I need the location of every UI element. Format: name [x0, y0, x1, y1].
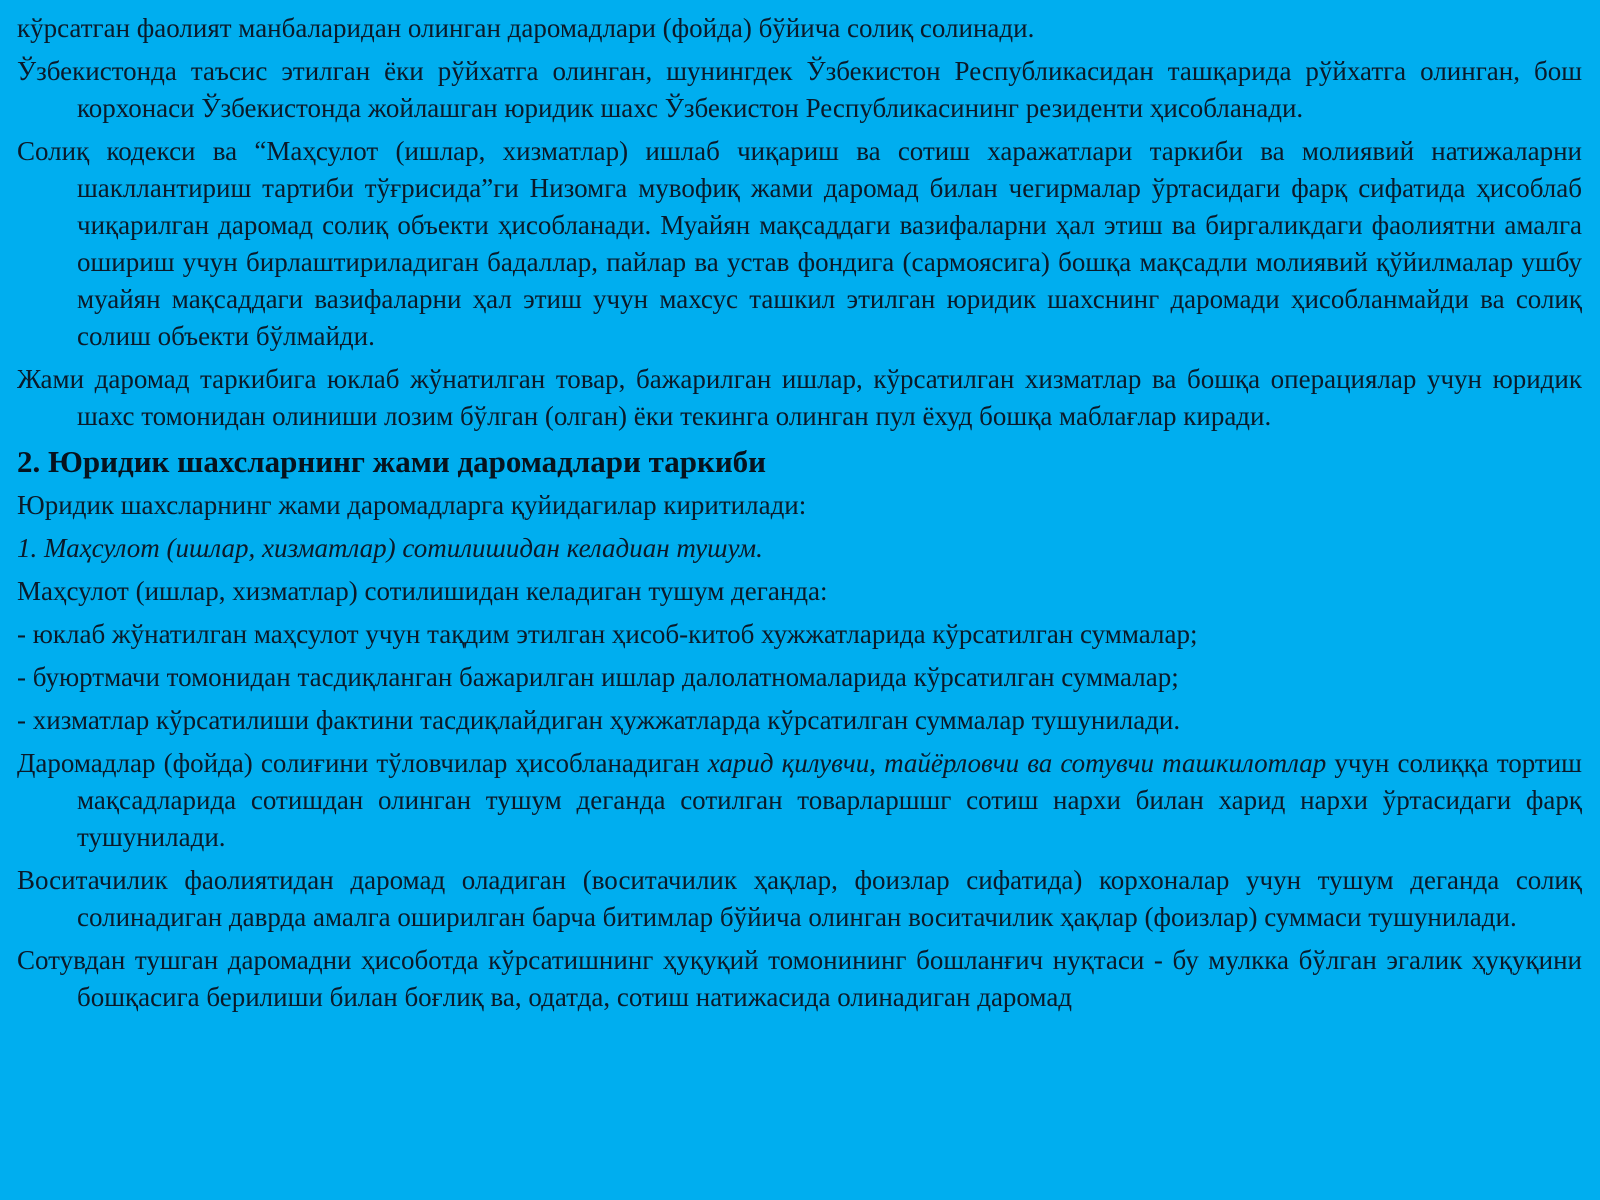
paragraph-tax-object: Солиқ кодекси ва “Маҳсулот (ишлар, хизматлар) ишлаб чиқариш ва сотиш харажатлари таркиби ва молиявий натижаларни шакллантириш тартиби тўғрисида”ги Низомга мувофиқ жами даромад билан чегирмалар ўртасидаги фарқ сифатида ҳисоблаб чиқарилган даромад солиқ объекти ҳисобланади. Муайян мақсаддаги вазифаларни ҳал этиш ва биргаликдаги фаолиятни амалга ошириш учун бирлаштириладиган бадаллар, пайлар ва устав фондига (сармоясига) бошқа мақсадли молиявий қўйилмалар ушбу муайян мақсаддаги вазифаларни ҳал этиш учун махсус ташкил этилган юридик шахснинг даромади ҳисобланмайди ва солиқ солиш объекти бўлмайди. [17, 136, 1582, 351]
section-heading: 2. Юридик шахсларнинг жами даромадлари таркиби [17, 444, 767, 479]
paragraph-total-income: Жами даромад таркибига юклаб жўнатилган товар, бажарилган ишлар, кўрсатилган хизматлар ва бошқа операциялар учун юридик шахс томонидан олиниши лозим бўлган (олган) ёки текинга олинган пул ёхуд бошқа маблағлар киради. [17, 364, 1582, 431]
paragraph-intermediary: Воситачилик фаолиятидан даромад оладиган (воситачилик ҳақлар, фоизлар сифатида) корхоналар учун тушум деганда солиқ солинадиган даврда амалга оширилган барча битимлар бўйича олинган воситачилик ҳақлар (фоизлар) суммаси тушунилади. [17, 865, 1582, 932]
paragraph-revenue-recognition: Сотувдан тушган даромадни ҳисоботда кўрсатишнинг ҳуқуқий томонининг бошланғич нуқтаси - бу мулкка бўлган эгалик ҳуқуқини бошқасига берилиши билан боғлиқ ва, одатда, сотиш натижасида олинадиган даромад [17, 945, 1582, 1012]
list-item: - буюртмачи томонидан тасдиқланган бажарилган ишлар далолатномаларида кўрсатилган суммалар; [17, 662, 1179, 692]
text-segment: учун солиққа тортиш мақсадларида сотишдан олинган тушум деганда сотилган товарларшшг сотиш нархи билан харид нархи ўртасидаги фарқ тушунилади. [77, 748, 1582, 852]
paragraph-resident-definition: Ўзбекистонда таъсис этилган ёки рўйхатга олинган, шунингдек Ўзбекистон Республикасидан ташқарида рўйхатга олинган, бош корхонаси Ўзбекистонда жойлашган юридик шахс Ўзбекистон Республикасининг резиденти ҳисобланади. [17, 56, 1582, 123]
list-item: - хизматлар кўрсатилиши фактини тасдиқлайдиган ҳужжатларда кўрсатилган суммалар тушунилади. [17, 705, 1181, 735]
paragraph-continuation: кўрсатган фаолият манбаларидан олинган даромадлари (фойда) бўйича солиқ солинади. [17, 13, 1035, 43]
text-segment-italic: харид қилувчи, тайёрловчи ва сотувчи ташкилотлар [707, 748, 1327, 778]
paragraph-trade-organizations [17, 745, 1582, 856]
list-item: - юклаб жўнатилган маҳсулот учун тақдим этилган ҳисоб-китоб хужжатларида кўрсатилган суммалар; [17, 619, 1198, 649]
paragraph-income-list-intro: Юридик шахсларнинг жами даромадларга қуйидагилар киритилади: [17, 490, 807, 520]
text-segment: Даромадлар (фойда) солиғини тўловчилар ҳисобланадиган [17, 748, 708, 778]
paragraph-item-1: 1. Маҳсулот (ишлар, хизматлар) сотилишидан келадиан тушум. [17, 533, 763, 563]
paragraph-revenue-definition: Маҳсулот (ишлар, хизматлар) сотилишидан келадиган тушум деганда: [17, 576, 828, 606]
